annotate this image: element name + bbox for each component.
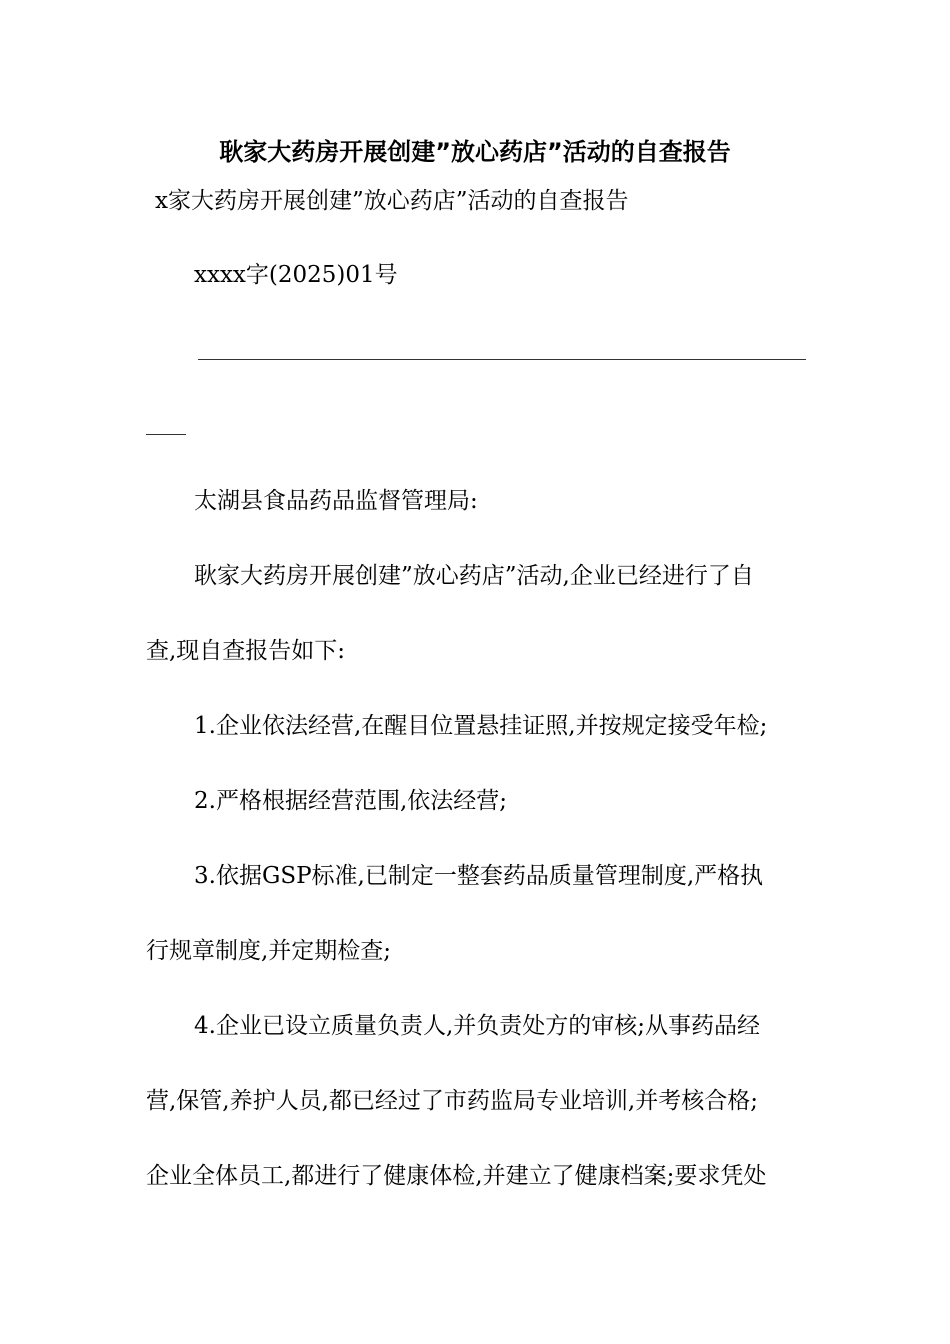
list-item-4-line-2: 营,保管,养护人员,都已经过了市药监局专业培训,并考核合格; (146, 1088, 758, 1114)
document-number: xxxx字(2025)01号 (194, 262, 398, 288)
separator-rule (198, 359, 806, 360)
intro-paragraph-line-2: 查,现自查报告如下: (146, 638, 346, 664)
addressee: 太湖县食品药品监督管理局: (194, 488, 478, 514)
list-item-4-line-1: 4.企业已设立质量负责人,并负责处方的审核;从事药品经 (194, 1013, 761, 1039)
list-item-3-line-1: 3.依据GSP标准,已制定一整套药品质量管理制度,严格执 (194, 863, 764, 889)
intro-paragraph-line-1: 耿家大药房开展创建”放心药店”活动,企业已经进行了自 (194, 563, 754, 589)
document-title: 耿家大药房开展创建”放心药店”活动的自查报告 (219, 138, 731, 166)
list-item-4-line-3: 企业全体员工,都进行了健康体检,并建立了健康档案;要求凭处 (146, 1163, 767, 1189)
list-item-3-line-2: 行规章制度,并定期检查; (146, 938, 392, 964)
document-subtitle: x家大药房开展创建”放心药店”活动的自查报告 (155, 188, 629, 214)
list-item-2: 2.严格根据经营范围,依法经营; (194, 788, 508, 814)
list-item-1: 1.企业依法经营,在醒目位置悬挂证照,并按规定接受年检; (194, 713, 768, 739)
separator-rule-continuation (146, 434, 186, 435)
